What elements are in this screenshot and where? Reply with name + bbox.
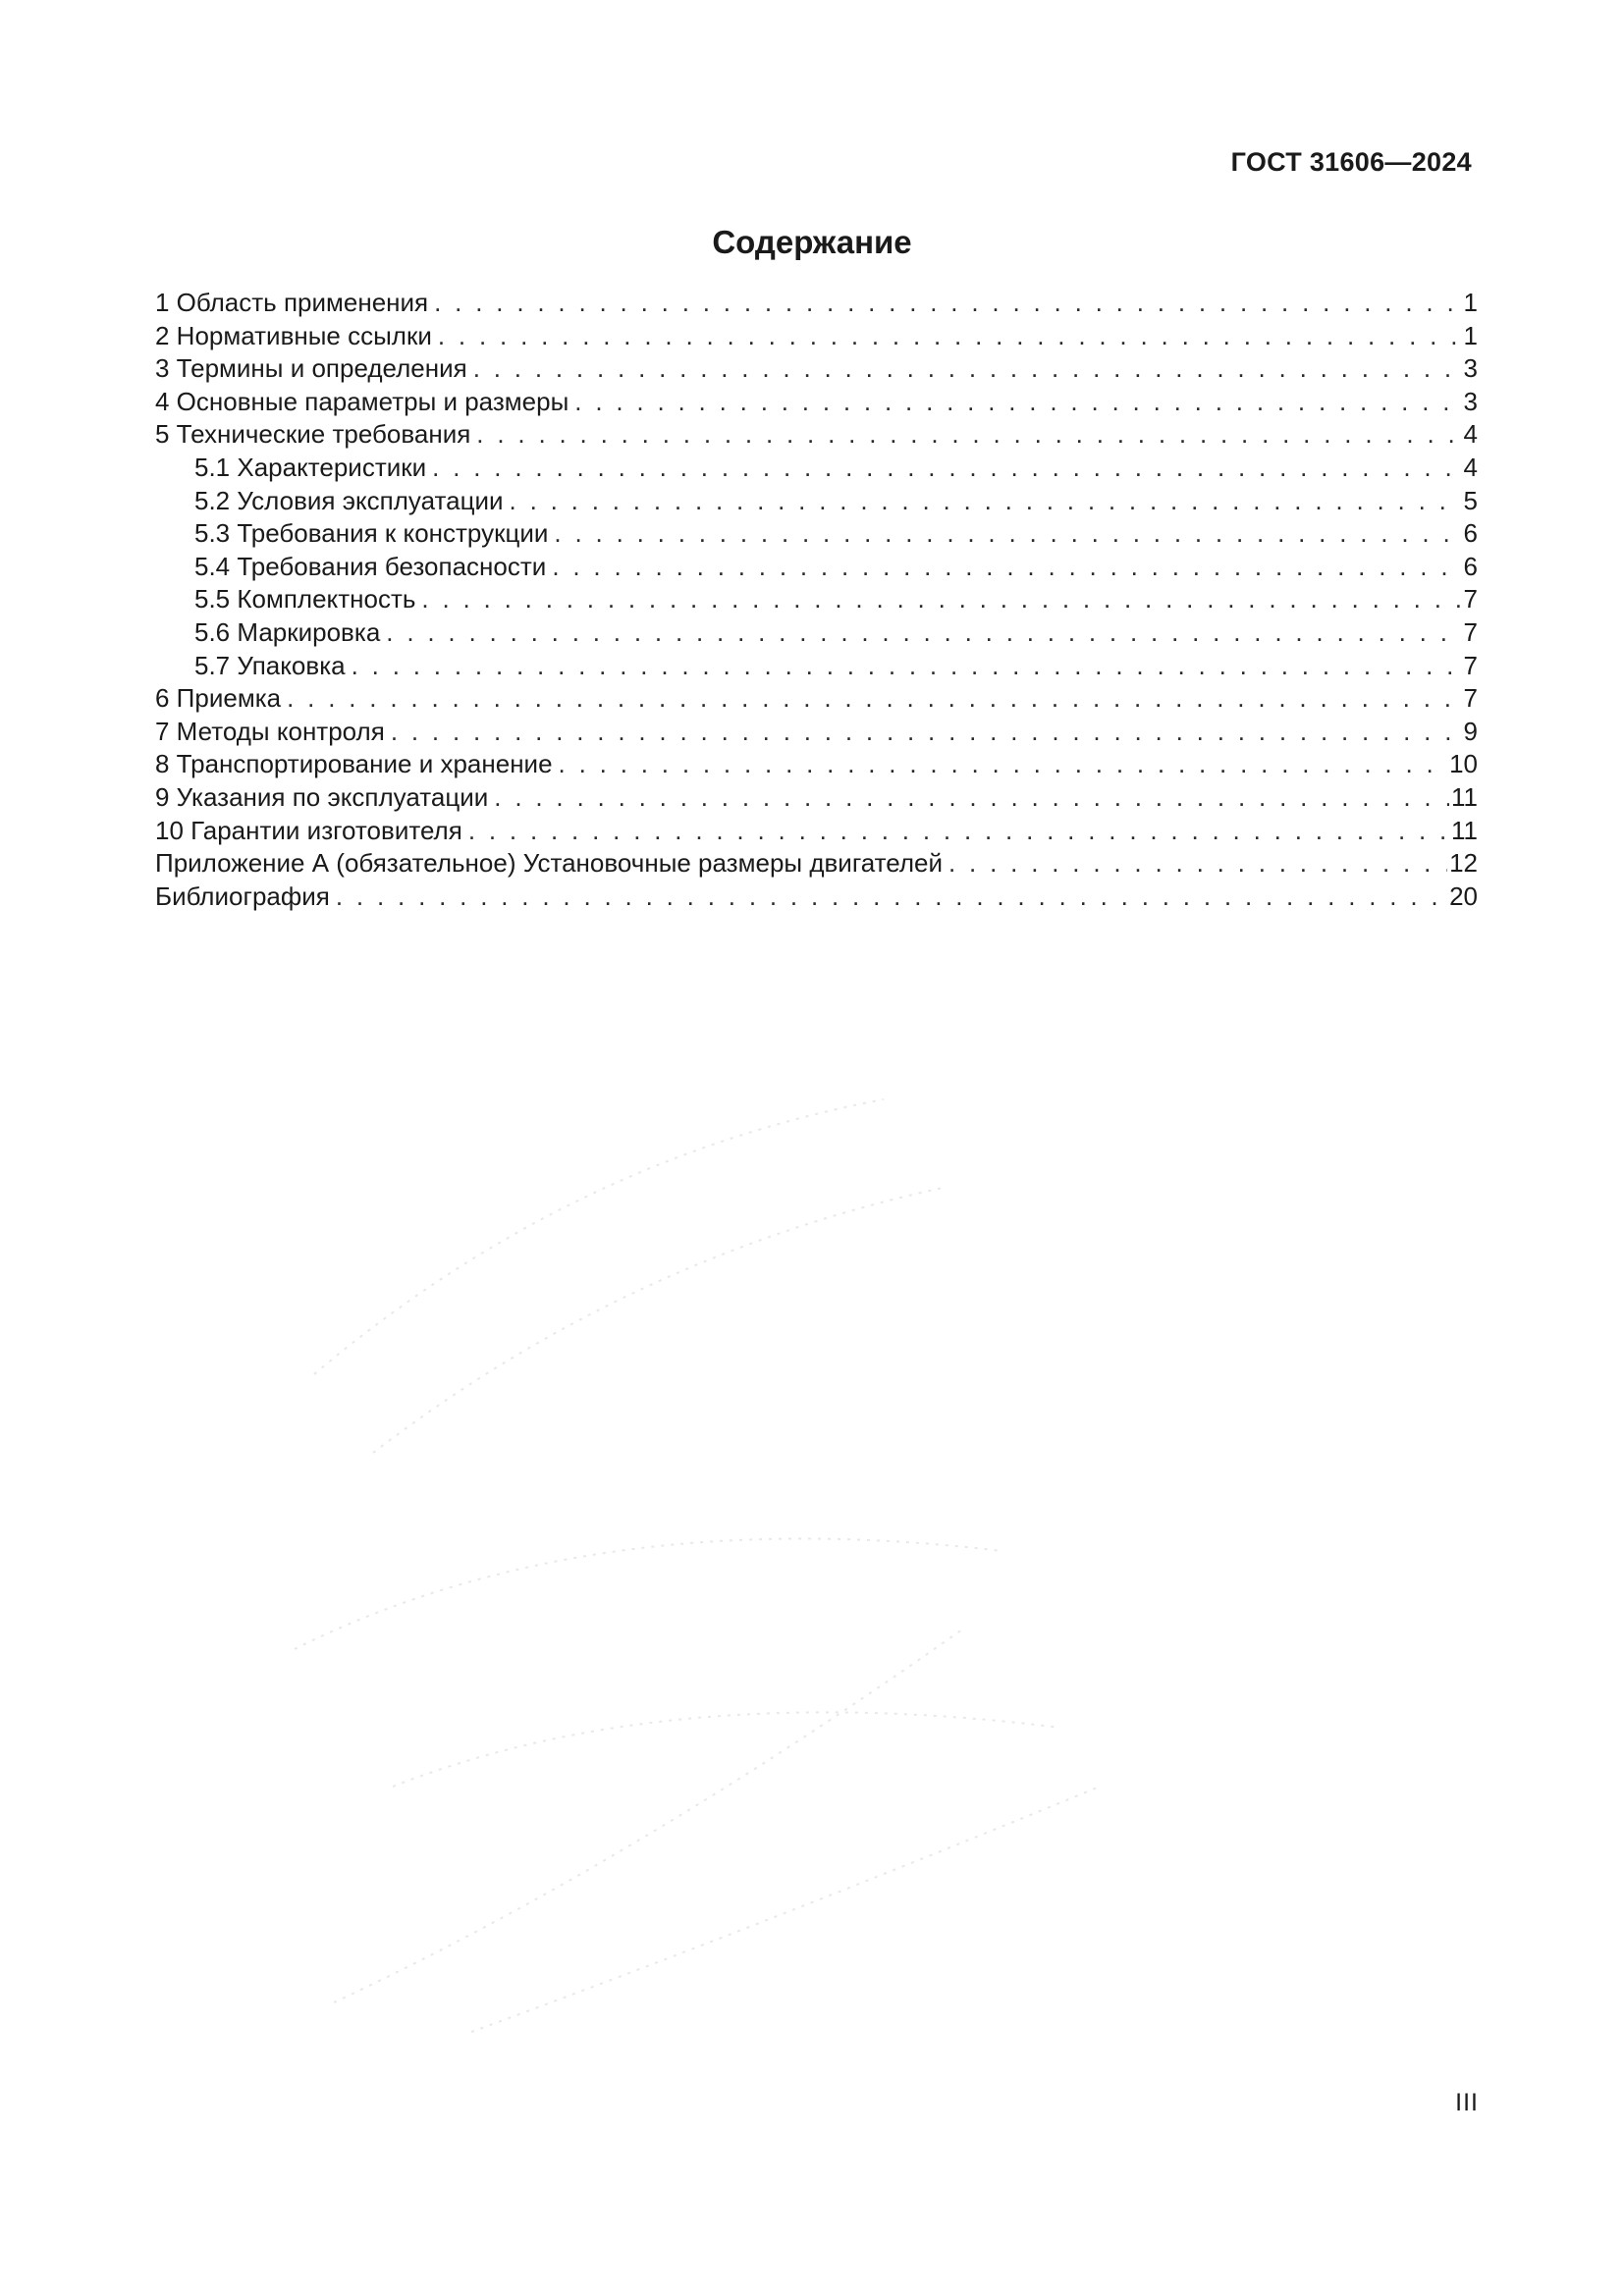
table-of-contents	[155, 287, 1478, 913]
toc-entry-page: 1	[1463, 320, 1478, 350]
toc-entry[interactable]	[155, 452, 1478, 485]
page-number: III	[1455, 2089, 1479, 2116]
toc-dot-leader	[494, 781, 1449, 815]
toc-dot-leader	[559, 748, 1448, 781]
toc-entry-label: 5.4 Требования безопасности	[194, 551, 547, 581]
toc-entry[interactable]	[155, 650, 1478, 683]
toc-entry-label: 10 Гарантии изготовителя	[155, 815, 462, 845]
toc-dot-leader	[552, 551, 1461, 584]
toc-entry-page: 4	[1463, 419, 1478, 450]
toc-dot-leader	[336, 881, 1447, 914]
toc-entry[interactable]	[155, 583, 1478, 616]
toc-dot-leader	[432, 452, 1461, 485]
toc-entry-page: 11	[1451, 815, 1478, 845]
toc-entry-page: 12	[1449, 848, 1478, 879]
toc-entry-label: 4 Основные параметры и размеры	[155, 386, 569, 416]
toc-entry[interactable]	[155, 352, 1478, 386]
toc-dot-leader	[421, 583, 1461, 616]
toc-entry-page: 6	[1463, 551, 1478, 581]
toc-dot-leader	[948, 847, 1447, 881]
toc-entry[interactable]	[155, 517, 1478, 551]
toc-entry[interactable]	[155, 320, 1478, 353]
toc-title: Содержание	[712, 224, 912, 260]
toc-entry-label: 5.2 Условия эксплуатации	[194, 485, 504, 515]
toc-dot-leader	[391, 716, 1462, 749]
toc-entry-page: 7	[1463, 584, 1478, 614]
toc-entry-label: 5.6 Маркировка	[194, 616, 381, 647]
toc-entry-label: 5.3 Требования к конструкции	[194, 518, 549, 549]
toc-entry-label: 5.1 Характеристики	[194, 452, 427, 482]
toc-dot-leader	[468, 815, 1449, 848]
toc-dot-leader	[476, 418, 1461, 452]
toc-dot-leader	[554, 517, 1461, 551]
toc-dot-leader	[386, 616, 1461, 650]
toc-entry-label: 1 Область применения	[155, 288, 429, 317]
toc-entry[interactable]	[155, 551, 1478, 584]
toc-entry-page: 7	[1463, 616, 1478, 647]
toc-entry[interactable]	[155, 881, 1478, 914]
toc-entry-page: 1	[1463, 288, 1478, 317]
toc-entry[interactable]	[155, 485, 1478, 518]
toc-entry[interactable]	[155, 616, 1478, 650]
toc-entry[interactable]	[155, 748, 1478, 781]
toc-entry-page: 4	[1463, 452, 1478, 482]
toc-entry-label: Приложение А (обязательное) Установочные размеры двигателей	[155, 848, 943, 879]
toc-dot-leader	[352, 650, 1462, 683]
toc-entry[interactable]	[155, 847, 1478, 881]
toc-entry-label: 2 Нормативные ссылки	[155, 320, 432, 350]
toc-entry[interactable]	[155, 682, 1478, 716]
toc-entry-page: 7	[1463, 650, 1478, 680]
toc-entry-label: 7 Методы контроля	[155, 716, 385, 746]
toc-entry-label: 5.5 Комплектность	[194, 584, 416, 614]
toc-dot-leader	[473, 352, 1462, 386]
toc-entry[interactable]	[155, 815, 1478, 848]
toc-entry-page: 6	[1463, 518, 1478, 549]
toc-entry-page: 3	[1463, 386, 1478, 416]
toc-entry-page: 20	[1449, 881, 1478, 911]
toc-entry-label: Библиография	[155, 881, 330, 911]
document-code: ГОСТ 31606—2024	[1230, 147, 1472, 177]
toc-entry-page: 11	[1451, 781, 1478, 812]
toc-entry[interactable]	[155, 716, 1478, 749]
toc-dot-leader	[434, 287, 1461, 320]
toc-entry-label: 8 Транспортирование и хранение	[155, 749, 553, 779]
toc-entry-page: 9	[1463, 716, 1478, 746]
toc-dot-leader	[510, 485, 1462, 518]
toc-dot-leader	[438, 320, 1462, 353]
toc-entry-label: 6 Приемка	[155, 683, 282, 714]
toc-entry-label: 5.7 Упаковка	[194, 650, 346, 680]
toc-entry-page: 10	[1449, 749, 1478, 779]
watermark-stamp	[255, 1041, 1159, 2071]
toc-dot-leader	[574, 386, 1461, 419]
toc-entry-label: 5 Технические требования	[155, 419, 471, 450]
toc-entry[interactable]	[155, 287, 1478, 320]
toc-entry-label: 9 Указания по эксплуатации	[155, 781, 489, 812]
toc-entry[interactable]	[155, 418, 1478, 452]
toc-entry-label: 3 Термины и определения	[155, 353, 467, 384]
toc-dot-leader	[287, 682, 1461, 716]
toc-entry-page: 7	[1463, 683, 1478, 714]
toc-entry[interactable]	[155, 386, 1478, 419]
toc-entry[interactable]	[155, 781, 1478, 815]
toc-entry-page: 3	[1463, 353, 1478, 384]
toc-entry-page: 5	[1463, 485, 1478, 515]
